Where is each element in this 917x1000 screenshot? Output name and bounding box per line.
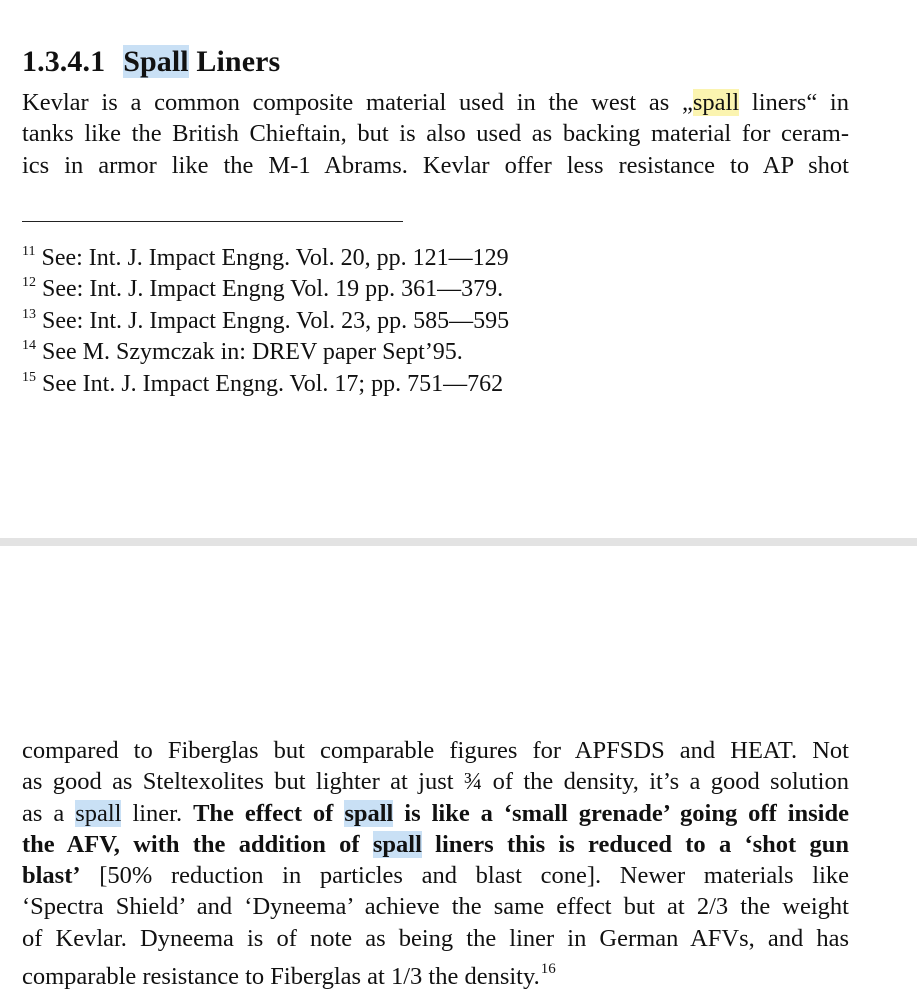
footnote: $^{11}$ See: Int. J. Impact Engng. Vol. 20, pp. 121—129 <box>22 244 509 271</box>
text-line: the AFV, with the addition of spall liners this is reduced to a ‘shot gun <box>22 830 849 858</box>
text-line: as good as Steltexolites but lighter at just ¾ of the density, it’s a good solution <box>22 768 849 796</box>
body-paragraph <box>22 87 849 181</box>
footnote-number: 13 <box>22 306 36 322</box>
footnote: $^{13}$ See: Int. J. Impact Engng. Vol. 23, pp. 585—595 <box>22 306 510 334</box>
footnote: $^{15}$ See Int. J. Impact Engng. Vol. 17; pp. 751—762 <box>22 369 504 397</box>
footnote: $^{14}$ See M. Szymczak in: DREV paper Sept’95. <box>22 338 463 366</box>
text-line: as a spall liner. The effect of spall is like a ‘small grenade’ going off inside <box>22 799 849 827</box>
search-match-highlight: spall <box>344 799 394 827</box>
text-line: Kevlar is a common composite material used in the west as „spall liners“ in <box>22 89 849 116</box>
section-heading <box>22 40 280 84</box>
search-match-highlight: spall <box>372 830 422 858</box>
footnote-number: 15 <box>22 369 36 385</box>
text-line: comparable resistance to Fiberglas at 1/3 the density.$^{16}$ <box>22 961 556 991</box>
text-line: ‘Spectra Shield’ and ‘Dyneema’ achieve the same effect but at 2/3 the weight <box>22 893 849 921</box>
current-search-match-highlight: spall <box>692 89 740 116</box>
text-line: compared to Fiberglas but comparable figures for APFSDS and HEAT. Not <box>22 737 849 764</box>
text-line: ics in armor like the M-1 Abrams. Kevlar offer less resistance to AP shot <box>22 151 849 179</box>
footnote-number: 12 <box>22 275 36 291</box>
search-match-highlight: Spall <box>123 45 189 78</box>
text-line: of Kevlar. Dyneema is of note as being the liner in German AFVs, and has <box>22 924 849 952</box>
body-paragraph <box>22 735 849 991</box>
footnote-separator <box>22 221 403 222</box>
page-separator <box>0 538 917 546</box>
footnote-reference[interactable]: 16 <box>540 961 556 978</box>
section-title-word: Liners <box>196 45 281 78</box>
footnote-number: 11 <box>22 244 36 259</box>
text-line: tanks like the British Chieftain, but is also used as backing material for ceram- <box>22 120 849 148</box>
footnote-number: 14 <box>22 338 36 354</box>
document-page-bottom <box>0 546 917 1000</box>
footnotes-list <box>22 236 510 397</box>
section-number: 1.3.4.1 <box>22 45 106 78</box>
text-line: blast’ [50% reduction in particles and blast cone]. Newer materials like <box>22 862 849 890</box>
footnote: $^{12}$ See: Int. J. Impact Engng Vol. 19 pp. 361—379. <box>22 275 504 303</box>
search-match-highlight: spall <box>75 799 122 827</box>
